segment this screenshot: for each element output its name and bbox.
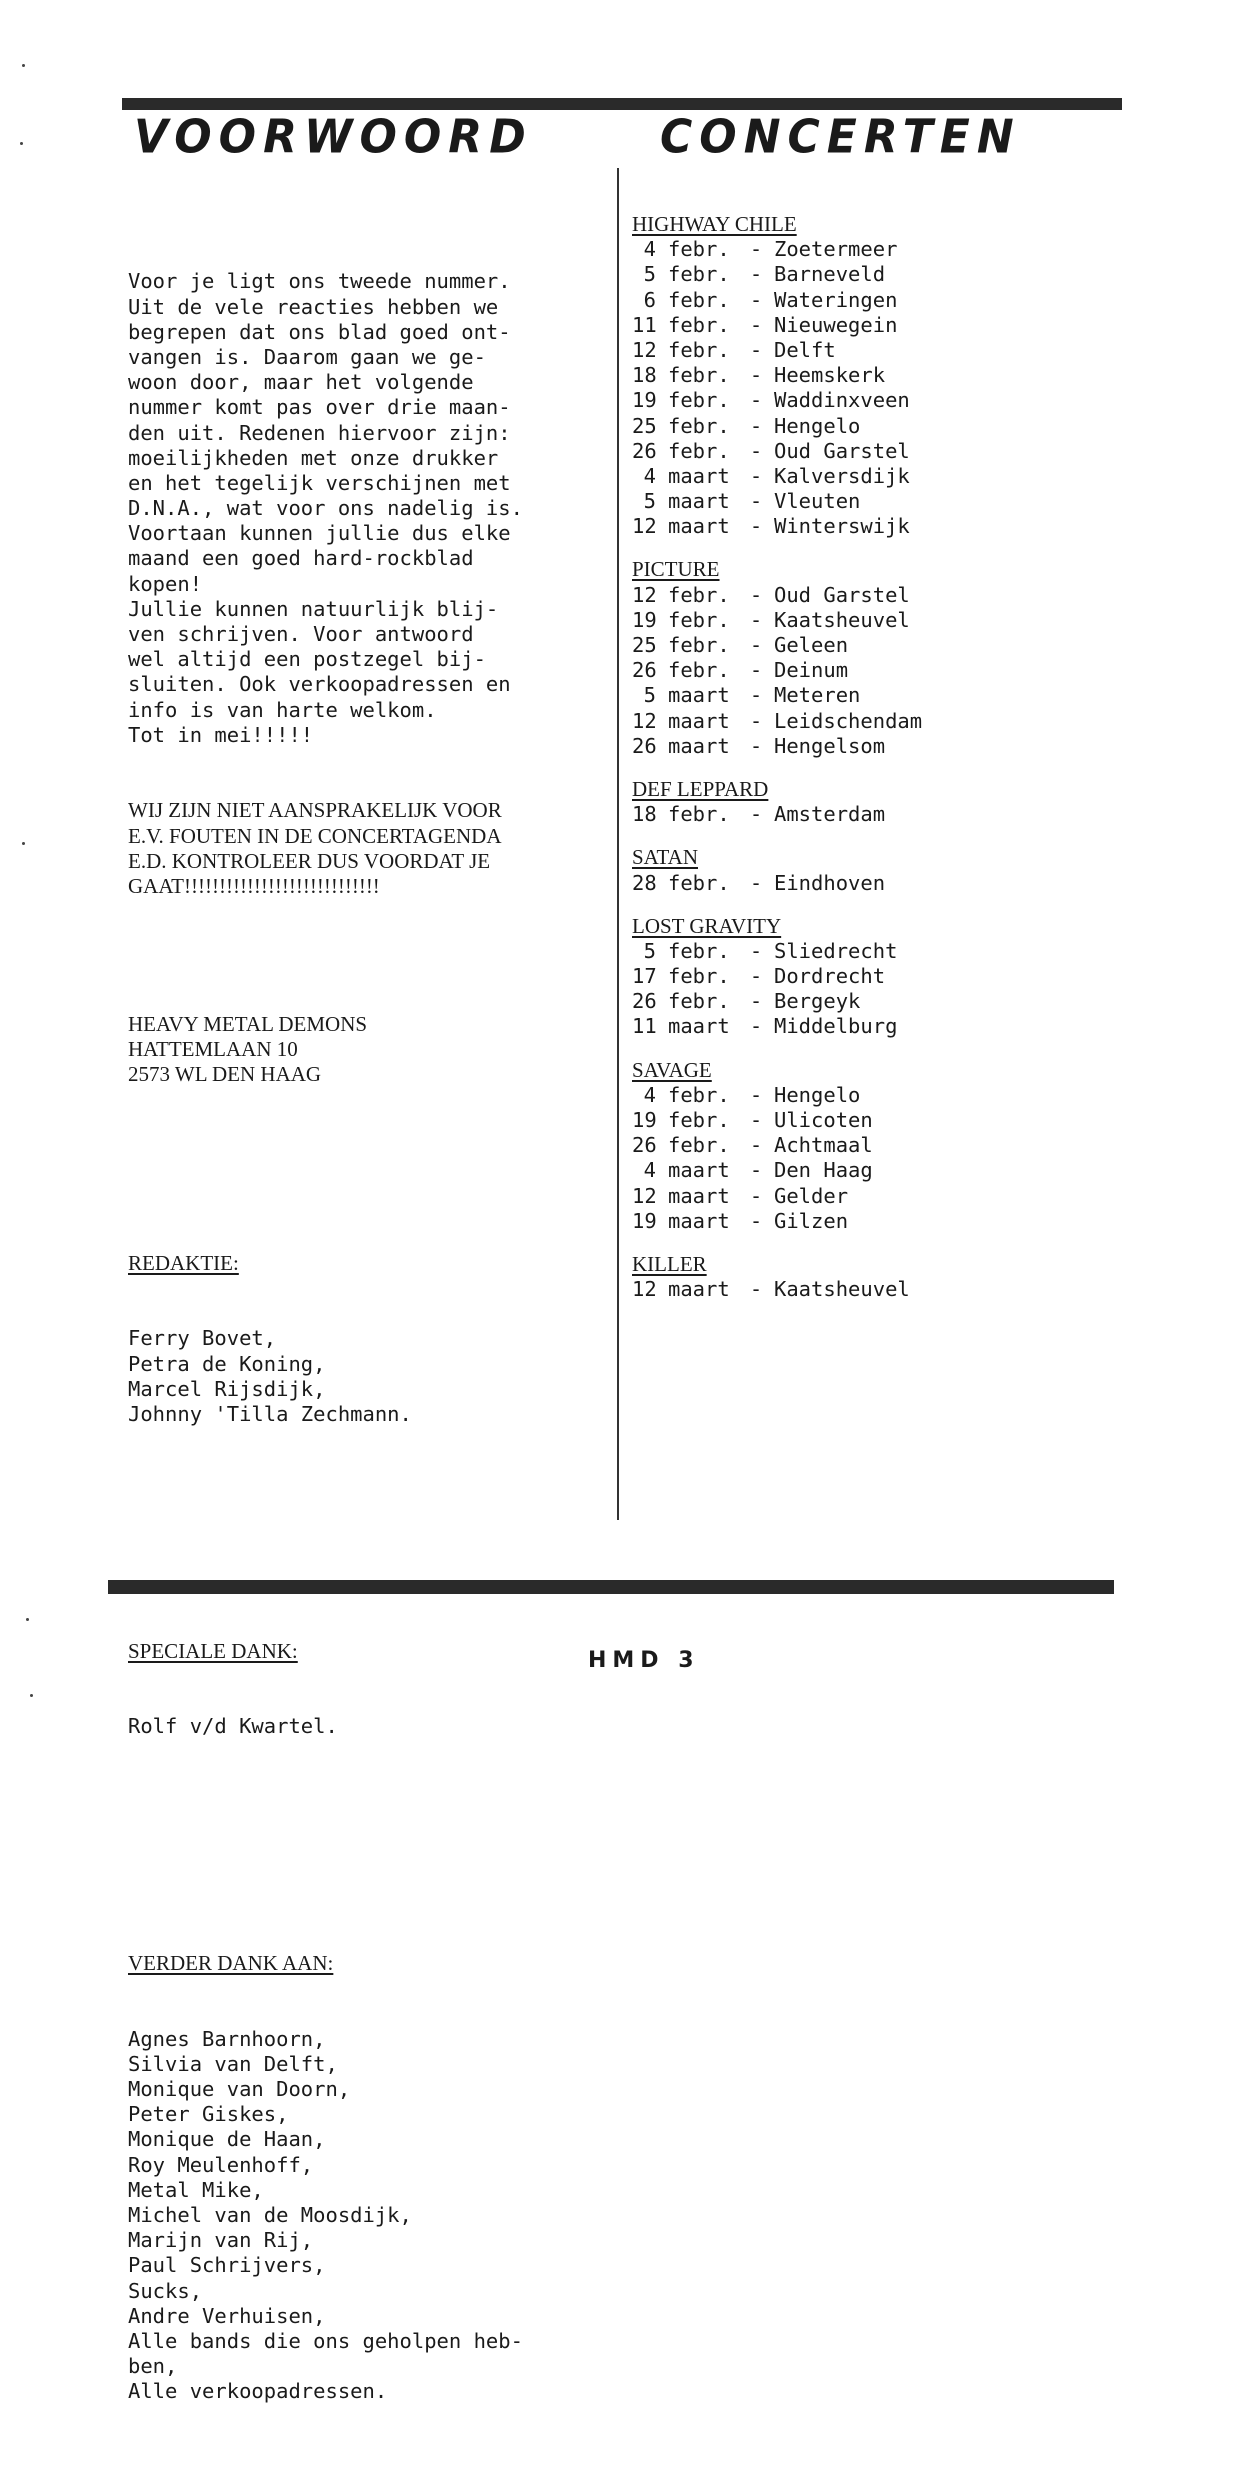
redaktie-section [128, 1200, 523, 1477]
intro-line: Jullie kunnen natuurlijk blij- [128, 596, 499, 621]
concert-month: maart [668, 733, 730, 758]
intro-line: Voortaan kunnen jullie dus elke [128, 521, 511, 546]
concerten-column [632, 212, 922, 1302]
credit-name: Metal Mike, [128, 2177, 264, 2202]
concert-date-row [632, 1014, 922, 1039]
concert-place: Kaatsheuvel [774, 1277, 910, 1302]
credit-name: Monique de Haan, [128, 2127, 326, 2152]
concerten-heading: CONCERTEN [660, 110, 1021, 165]
concert-place: Middelburg [774, 1014, 898, 1039]
separator-dash: - [749, 870, 763, 895]
concert-band-section [632, 1252, 922, 1302]
concert-day: 26 [632, 658, 657, 683]
concert-day: 12 [632, 582, 657, 607]
concert-date-row [632, 633, 922, 658]
disclaimer-line: WIJ ZIJN NIET AANSPRAKELIJK VOOR [128, 798, 502, 823]
separator-dash: - [749, 964, 763, 989]
concert-place: Leidschendam [774, 708, 923, 733]
concert-date-row [632, 734, 922, 759]
concert-band-section [632, 212, 922, 539]
concert-date-row [632, 1083, 922, 1108]
bottom-rule [108, 1580, 1114, 1594]
intro-line: D.N.A., wat voor ons nadelig is. [128, 496, 523, 521]
concert-day: 17 [632, 964, 657, 989]
concert-date-row [632, 1277, 922, 1302]
concert-month: maart [668, 489, 730, 514]
concert-place: Deinum [774, 658, 849, 683]
concert-month: febr. [668, 1133, 730, 1158]
verder-dank-section [128, 1901, 523, 2455]
concert-date-row [632, 1158, 922, 1183]
address-line: 2573 WL DEN HAAG [128, 1062, 322, 1087]
concert-day: 26 [632, 1133, 657, 1158]
disclaimer-line: GAAT!!!!!!!!!!!!!!!!!!!!!!!!!!!! [128, 873, 380, 898]
separator-dash: - [749, 633, 763, 657]
separator-dash: - [749, 802, 763, 827]
separator-dash: - [749, 1158, 763, 1183]
concert-place: Eindhoven [774, 870, 886, 895]
credit-name: Peter Giskes, [128, 2102, 289, 2127]
concert-day: 25 [632, 413, 657, 438]
address-line: HATTEMLAAN 10 [128, 1037, 298, 1062]
concert-day: 28 [632, 870, 657, 895]
separator-dash: - [749, 1277, 763, 1302]
separator-dash: - [749, 262, 763, 287]
disclaimer-line: E.V. FOUTEN IN DE CONCERTAGENDA [128, 823, 502, 848]
concert-band-section [632, 1058, 922, 1234]
concert-month: maart [668, 1208, 730, 1233]
concert-day: 4 [643, 237, 656, 262]
concert-day: 19 [632, 1108, 657, 1132]
concert-month: febr. [668, 989, 730, 1014]
concert-band-section [632, 557, 922, 759]
credit-name: Sucks, [128, 2278, 203, 2303]
concert-day: 12 [632, 708, 657, 733]
concert-place: Hengelsom [774, 733, 886, 758]
concert-date-row [632, 237, 922, 262]
band-name: LOST GRAVITY [632, 913, 782, 938]
concert-date-row [632, 802, 922, 827]
concert-place: Wateringen [774, 287, 898, 312]
separator-dash: - [749, 489, 763, 514]
intro-line: den uit. Redenen hiervoor zijn: [128, 420, 511, 445]
separator-dash: - [749, 1108, 763, 1132]
concert-place: Oud Garstel [774, 438, 910, 463]
intro-line: Uit de vele reacties hebben we [128, 294, 499, 319]
concert-place: Achtmaal [774, 1133, 873, 1158]
concert-day: 26 [632, 733, 657, 758]
concert-place: Nieuwegein [774, 312, 898, 337]
separator-dash: - [749, 287, 763, 312]
concert-date-row [632, 683, 922, 708]
band-name: PICTURE [632, 557, 720, 582]
concert-month: febr. [668, 633, 730, 657]
concert-date-row [632, 1133, 922, 1158]
address-block [128, 1012, 523, 1088]
intro-line: wel altijd een postzegel bij- [128, 647, 486, 672]
concert-month: maart [668, 1014, 730, 1039]
concert-date-row [632, 709, 922, 734]
concert-day: 12 [632, 337, 657, 362]
intro-line: moeilijkheden met onze drukker [128, 445, 499, 470]
concert-month: febr. [668, 582, 730, 607]
separator-dash: - [749, 312, 763, 337]
concert-place: Oud Garstel [774, 582, 910, 607]
concert-month: febr. [668, 363, 730, 388]
concert-month: febr. [668, 237, 730, 262]
separator-dash: - [749, 658, 763, 683]
band-name: DEF LEPPARD [632, 776, 769, 801]
separator-dash: - [749, 363, 763, 388]
separator-dash: - [749, 413, 763, 438]
concert-place: Winterswijk [774, 514, 910, 539]
concert-date-row [632, 1184, 922, 1209]
credit-name: Monique van Doorn, [128, 2077, 351, 2102]
intro-line: en het tegelijk verschijnen met [128, 470, 511, 495]
concert-date-row [632, 658, 922, 683]
intro-line: info is van harte welkom. [128, 697, 437, 722]
concert-day: 19 [632, 1208, 657, 1233]
concert-date-row [632, 871, 922, 896]
concert-month: febr. [668, 1082, 730, 1107]
concert-date-row [632, 939, 922, 964]
verder-dank-title: VERDER DANK AAN: [128, 1951, 334, 1976]
concert-month: febr. [668, 438, 730, 463]
concert-day: 26 [632, 438, 657, 463]
intro-line: ven schrijven. Voor antwoord [128, 622, 474, 647]
band-name: KILLER [632, 1251, 707, 1276]
separator-dash: - [749, 733, 763, 758]
concert-date-row [632, 262, 922, 287]
concert-place: Hengelo [774, 413, 861, 438]
concert-month: febr. [668, 413, 730, 438]
separator-dash: - [749, 1183, 763, 1208]
concert-place: Geleen [774, 633, 849, 657]
scan-speck [20, 142, 23, 145]
concert-date-row [632, 313, 922, 338]
concert-day: 18 [632, 363, 657, 388]
concert-band-section [632, 777, 922, 827]
concert-place: Bergeyk [774, 989, 861, 1014]
intro-line: Tot in mei!!!!! [128, 722, 314, 747]
concert-band-section [632, 845, 922, 895]
speciale-dank-title: SPECIALE DANK: [128, 1638, 298, 1663]
separator-dash: - [749, 708, 763, 733]
concert-month: febr. [668, 607, 730, 632]
separator-dash: - [749, 989, 763, 1014]
credit-name: Johnny 'Tilla Zechmann. [128, 1401, 412, 1426]
concert-place: Ulicoten [774, 1108, 873, 1132]
page-footer: HMD 3 [588, 1648, 700, 1673]
concert-date-row [632, 608, 922, 633]
concert-date-row [632, 583, 922, 608]
concert-day: 12 [632, 1183, 657, 1208]
concert-month: febr. [668, 312, 730, 337]
disclaimer-line: E.D. KONTROLEER DUS VOORDAT JE [128, 848, 491, 873]
band-name: SATAN [632, 845, 698, 870]
concert-month: maart [668, 1277, 730, 1302]
separator-dash: - [749, 463, 763, 488]
concert-day: 6 [643, 287, 656, 312]
redaktie-title: REDAKTIE: [128, 1250, 239, 1275]
concert-month: maart [668, 683, 730, 708]
concert-month: febr. [668, 287, 730, 312]
separator-dash: - [749, 1014, 763, 1039]
concert-date-row [632, 439, 922, 464]
credit-name: Michel van de Moosdijk, [128, 2203, 412, 2227]
concert-date-row [632, 964, 922, 989]
concert-month: febr. [668, 802, 730, 827]
concert-date-row [632, 989, 922, 1014]
band-name: SAVAGE [632, 1057, 712, 1082]
concert-month: maart [668, 514, 730, 539]
concert-day: 12 [632, 514, 657, 539]
concert-day: 5 [643, 938, 656, 963]
concert-date-row [632, 489, 922, 514]
separator-dash: - [749, 607, 763, 632]
concert-month: maart [668, 708, 730, 733]
concert-date-row [632, 363, 922, 388]
concert-place: Hengelo [774, 1082, 861, 1107]
concert-day: 4 [643, 463, 656, 488]
voorwoord-heading: VOORWOORD [134, 110, 533, 165]
concert-month: maart [668, 463, 730, 488]
separator-dash: - [749, 337, 763, 362]
concert-date-row [632, 1209, 922, 1234]
concert-place: Barneveld [774, 262, 886, 287]
credit-name: Alle bands die ons geholpen heb- [128, 2328, 523, 2353]
credit-name: Marcel Rijsdijk, [128, 1376, 326, 1401]
concert-place: Delft [774, 337, 836, 362]
concert-place: Amsterdam [774, 802, 886, 827]
concert-month: febr. [668, 870, 730, 895]
intro-line: maand een goed hard-rockblad [128, 546, 474, 571]
concert-day: 26 [632, 989, 657, 1014]
intro-line: Voor je ligt ons tweede nummer. [128, 269, 511, 294]
top-rule [122, 98, 1122, 110]
concert-month: febr. [668, 938, 730, 963]
concert-place: Dordrecht [774, 964, 886, 989]
voorwoord-column [128, 219, 523, 2480]
credit-name: Roy Meulenhoff, [128, 2152, 314, 2177]
separator-dash: - [749, 514, 763, 539]
scan-speck [30, 1694, 33, 1697]
concert-place: Vleuten [774, 489, 861, 514]
concert-band-section [632, 914, 922, 1040]
concert-place: Kalversdijk [774, 463, 910, 488]
concert-month: febr. [668, 388, 730, 413]
address-line: HEAVY METAL DEMONS [128, 1011, 368, 1036]
concert-day: 4 [643, 1082, 656, 1107]
concert-day: 12 [632, 1277, 657, 1302]
concert-month: febr. [668, 658, 730, 683]
separator-dash: - [749, 1133, 763, 1158]
concert-day: 11 [632, 1014, 657, 1039]
concert-day: 25 [632, 633, 657, 657]
separator-dash: - [749, 683, 763, 708]
intro-line: sluiten. Ook verkoopadressen en [128, 672, 511, 697]
concert-day: 11 [632, 312, 657, 337]
intro-line: woon door, maar het volgende [128, 370, 474, 395]
credit-name: Andre Verhuisen, [128, 2303, 326, 2328]
scan-speck [22, 842, 25, 845]
concert-day: 4 [643, 1158, 656, 1183]
concert-month: febr. [668, 337, 730, 362]
credit-name: Agnes Barnhoorn, [128, 2026, 326, 2051]
concert-place: Zoetermeer [774, 237, 898, 262]
credit-name: Ferry Bovet, [128, 1326, 277, 1351]
separator-dash: - [749, 438, 763, 463]
band-name: HIGHWAY CHILE [632, 212, 797, 236]
credit-name: Silvia van Delft, [128, 2051, 338, 2076]
concert-day: 19 [632, 388, 657, 413]
concert-day: 19 [632, 607, 657, 632]
separator-dash: - [749, 1208, 763, 1233]
intro-line: begrepen dat ons blad goed ont- [128, 319, 511, 344]
concert-date-row [632, 414, 922, 439]
concert-place: Meteren [774, 683, 861, 708]
concert-place: Sliedrecht [774, 938, 898, 963]
concert-date-row [632, 514, 922, 539]
intro-text [128, 269, 523, 748]
concert-month: maart [668, 1183, 730, 1208]
credit-name: Alle verkoopadressen. [128, 2379, 388, 2404]
concert-place: Gelder [774, 1183, 849, 1208]
intro-line: vangen is. Daarom gaan we ge- [128, 344, 486, 369]
intro-line: nummer komt pas over drie maan- [128, 395, 511, 420]
separator-dash: - [749, 582, 763, 607]
separator-dash: - [749, 1082, 763, 1107]
concert-date-row [632, 464, 922, 489]
column-divider [617, 168, 619, 1520]
separator-dash: - [749, 237, 763, 262]
concert-place: Heemskerk [774, 363, 886, 388]
separator-dash: - [749, 388, 763, 413]
concert-day: 18 [632, 802, 657, 827]
credit-name: Petra de Koning, [128, 1351, 326, 1376]
concert-month: maart [668, 1158, 730, 1183]
intro-line: kopen! [128, 571, 203, 596]
credit-name: Marijn van Rij, [128, 2228, 314, 2253]
concert-place: Gilzen [774, 1208, 849, 1233]
scan-speck [22, 64, 25, 67]
credit-name: Paul Schrijvers, [128, 2253, 326, 2278]
speciale-dank-section [128, 1588, 523, 1790]
concert-date-row [632, 338, 922, 363]
credit-name: Rolf v/d Kwartel. [128, 1714, 338, 1739]
concert-place: Kaatsheuvel [774, 607, 910, 632]
concert-place: Den Haag [774, 1158, 873, 1183]
concert-date-row [632, 388, 922, 413]
concert-month: febr. [668, 262, 730, 287]
concert-date-row [632, 288, 922, 313]
disclaimer-text [128, 798, 523, 899]
credit-name: ben, [128, 2354, 178, 2379]
concert-day: 5 [643, 683, 656, 708]
separator-dash: - [749, 938, 763, 963]
scan-speck [26, 1618, 29, 1621]
concert-date-row [632, 1108, 922, 1133]
concert-month: febr. [668, 964, 730, 989]
concert-month: febr. [668, 1108, 730, 1132]
concert-day: 5 [643, 262, 656, 287]
concert-place: Waddinxveen [774, 388, 910, 413]
concert-day: 5 [643, 489, 656, 514]
